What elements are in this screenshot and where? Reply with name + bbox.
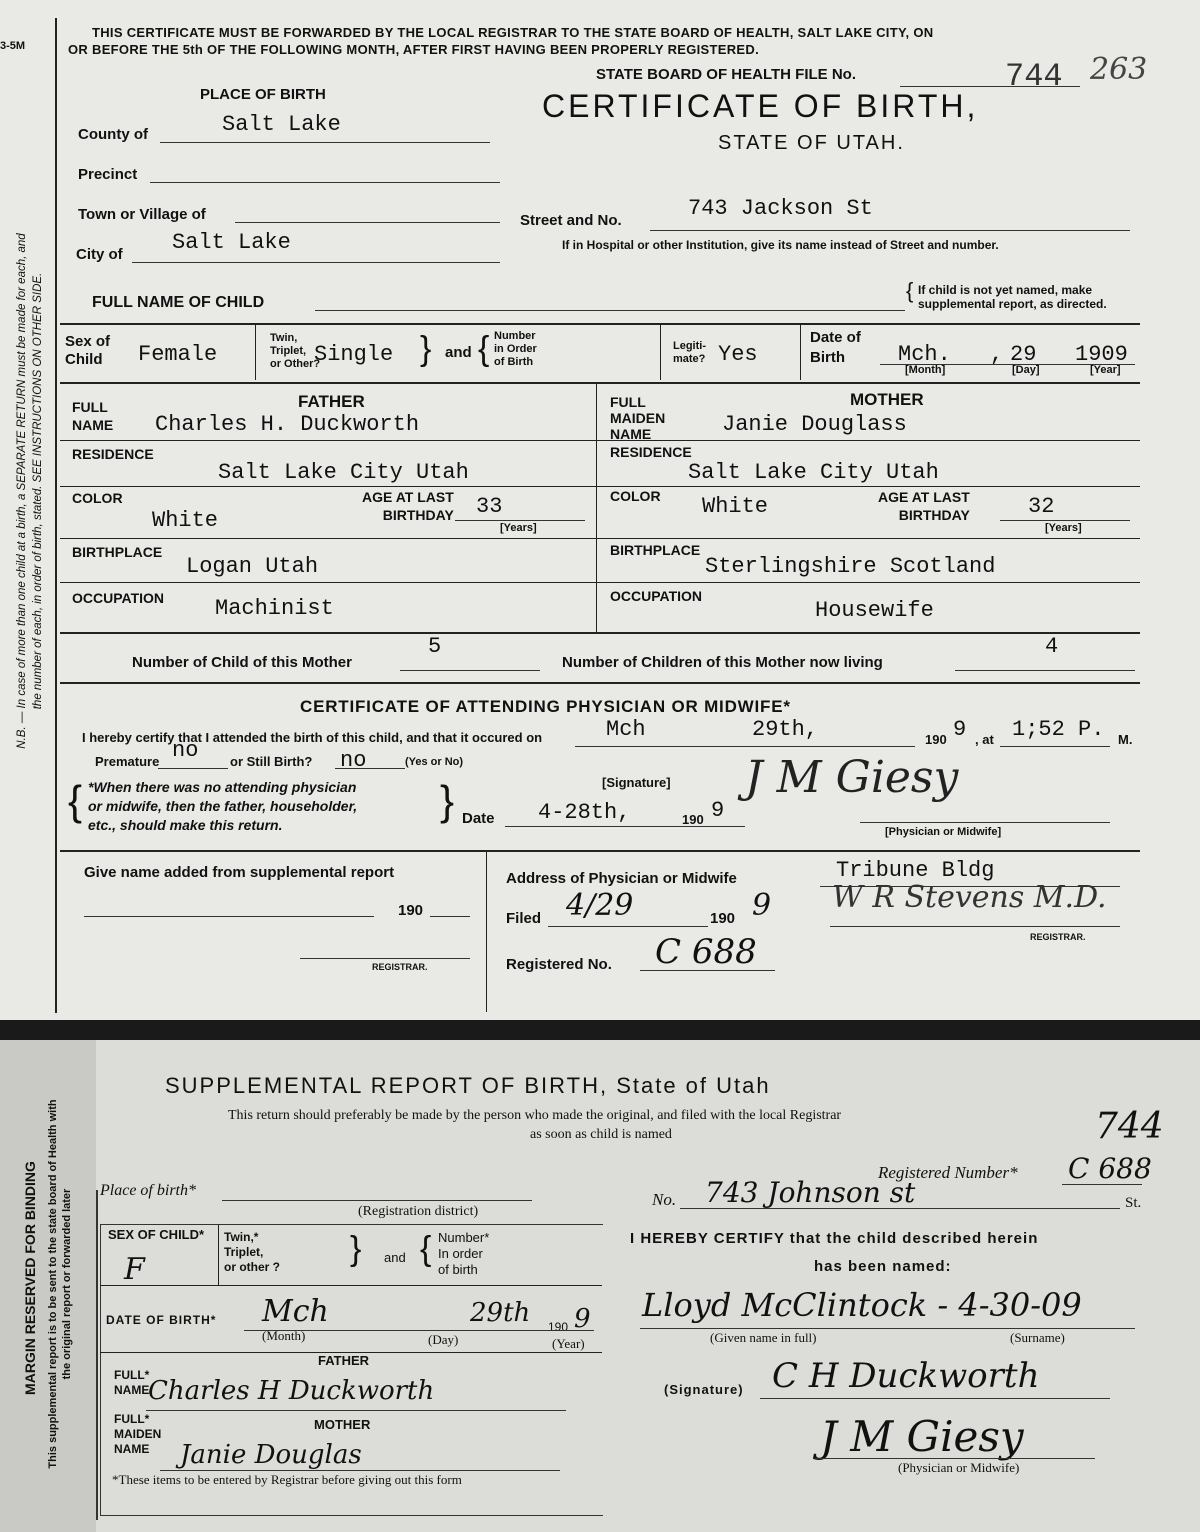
- place-line: [222, 1200, 532, 1201]
- certificate-subtitle: STATE OF UTAH.: [718, 132, 905, 154]
- dob-month: Mch: [262, 1294, 329, 1329]
- reg-number-line: [1062, 1184, 1142, 1185]
- given-name-line: [640, 1328, 1135, 1329]
- margin-note-line: the original report or forwarded later: [61, 1188, 73, 1380]
- number-label-line: Number*: [438, 1230, 490, 1245]
- registrar-label: REGISTRAR.: [372, 962, 428, 972]
- divider: [60, 486, 1140, 487]
- divider: [255, 325, 256, 380]
- address-label: Address of Physician or Midwife: [506, 870, 737, 887]
- father-color: White: [152, 508, 219, 533]
- month-label: [Month]: [905, 364, 946, 376]
- father-name-label-line: FULL*: [114, 1368, 150, 1382]
- premature-label: Premature: [95, 754, 160, 769]
- mother-residence-label: RESIDENCE: [610, 444, 692, 460]
- filed-value: 4/29: [566, 888, 634, 923]
- supplemental-note-2: as soon as child is named: [530, 1127, 672, 1142]
- number-label: [438, 1230, 489, 1278]
- father-occupation-label: OCCUPATION: [72, 590, 165, 606]
- brace-icon: {: [906, 278, 914, 303]
- yes-no-label: (Yes or No): [405, 756, 464, 768]
- father-residence-label: RESIDENCE: [72, 446, 154, 462]
- birth-year: 1909: [1075, 342, 1128, 367]
- divider: [60, 632, 1140, 634]
- divider: [60, 850, 1140, 852]
- legit-label: [673, 340, 706, 366]
- mother-name-label-line: FULL*: [114, 1412, 150, 1426]
- physician-label: [Physician or Midwife]: [885, 826, 1002, 838]
- divider: [60, 538, 1140, 539]
- dob-day: 29th: [470, 1298, 531, 1328]
- twin-value: Single: [314, 342, 394, 367]
- sex-label-line: Child: [65, 351, 103, 368]
- num-child: 5: [428, 634, 442, 659]
- supplemental-file-no: 744: [1095, 1106, 1164, 1147]
- mother-occupation-label: OCCUPATION: [610, 588, 703, 604]
- brace-icon: }: [440, 777, 455, 824]
- mother-heading: MOTHER: [314, 1417, 371, 1432]
- twin-label-line: Triplet,: [224, 1245, 264, 1259]
- hospital-note: If in Hospital or other Institution, give its name instead of Street and number.: [562, 238, 999, 252]
- mother-name-label-line: NAME: [610, 426, 652, 442]
- mother-name: Janie Douglas: [180, 1440, 362, 1470]
- year-190-label: 190: [398, 902, 424, 919]
- certificate-title: CERTIFICATE OF BIRTH,: [542, 88, 979, 124]
- midwife-note-line: etc., should make this return.: [88, 817, 283, 833]
- dob-label: DATE OF BIRTH*: [106, 1313, 217, 1327]
- age-line: [455, 520, 585, 521]
- left-border: [55, 18, 57, 1013]
- age-label-line: AGE AT LAST: [362, 489, 454, 505]
- mother-color-label: COLOR: [610, 488, 661, 504]
- town-label: Town or Village of: [78, 206, 206, 223]
- day-label: (Day): [428, 1332, 459, 1347]
- dob-year: 9: [574, 1304, 591, 1334]
- side-note: [14, 41, 46, 941]
- father-name: Charles H Duckworth: [148, 1376, 435, 1406]
- date-line: [505, 826, 745, 827]
- margin-note-line: This supplemental report is to be sent to the state board of Health with: [47, 1099, 59, 1469]
- certify-line-2: has been named:: [814, 1258, 952, 1275]
- still-birth-label: or Still Birth?: [230, 754, 313, 769]
- mother-birthplace-label: BIRTHPLACE: [610, 542, 701, 558]
- not-named-line: If child is not yet named, make: [918, 283, 1093, 297]
- cert-day: 29th,: [752, 717, 819, 742]
- mother-occupation: Housewife: [815, 598, 934, 623]
- form-code: 3-5M: [0, 40, 26, 52]
- premature-line: [158, 768, 228, 769]
- given-name-label: (Given name in full): [710, 1330, 817, 1345]
- sex-label: SEX OF CHILD*: [108, 1227, 205, 1242]
- twin-label-line: Twin,: [270, 332, 298, 344]
- cert-time-line: [1000, 746, 1110, 747]
- address-value: Tribune Bldg: [836, 858, 995, 883]
- divider: [596, 384, 597, 632]
- divider: [60, 582, 1140, 583]
- surname-label: (Surname): [1010, 1330, 1065, 1345]
- margin-border: [96, 1190, 98, 1520]
- father-name-label: [114, 1368, 149, 1398]
- given-name: Lloyd McClintock - 4-30-09: [642, 1286, 1082, 1324]
- cert-date: 4-28th,: [538, 800, 631, 825]
- number-label-line: of birth: [438, 1262, 478, 1277]
- sex-label-line: Sex of: [65, 333, 111, 350]
- certify-text: I hereby certify that I attended the birth of this child, and that it occured on: [82, 730, 543, 745]
- twin-label: [270, 332, 320, 371]
- year-label: [Year]: [1090, 364, 1121, 376]
- mother-name-label-line: MAIDEN: [610, 410, 666, 426]
- address-line: [680, 1208, 1120, 1209]
- father-name-label: [72, 398, 113, 434]
- age-label-line: AGE AT LAST: [878, 489, 970, 505]
- num-child-line: [400, 670, 540, 671]
- legit-label-line: Legiti-: [673, 340, 706, 352]
- age-label-line: BIRTHDAY: [898, 507, 970, 523]
- notice-line-2: OR BEFORE THE 5th OF THE FOLLOWING MONTH, AFTER FIRST HAVING BEEN PROPERLY REGISTERED.: [68, 42, 759, 57]
- father-name-label-line: NAME: [72, 417, 114, 433]
- side-note-line: N.B. — In case of more than one child at a birth, a SEPARATE RETURN must be made for each, and: [16, 233, 28, 749]
- and-label: and: [445, 344, 472, 361]
- precinct-label: Precinct: [78, 166, 138, 183]
- street-label: Street and No.: [520, 212, 622, 229]
- footnote: *These items to be entered by Registrar before giving out this form: [112, 1472, 462, 1487]
- and-label: and: [384, 1250, 406, 1265]
- cert-date-line: [575, 746, 915, 747]
- birth-month: Mch.: [898, 342, 951, 367]
- mother-age-label: [878, 488, 970, 524]
- margin-text: MARGIN RESERVED FOR BINDING: [22, 1161, 38, 1395]
- num-living-line: [955, 670, 1135, 671]
- parent-signature: C H Duckworth: [772, 1356, 1040, 1396]
- divider: [60, 440, 1140, 441]
- county-line: [160, 142, 490, 143]
- filed-year: 9: [752, 888, 772, 923]
- reg-no-label: Registered No.: [506, 956, 612, 973]
- father-age-label: [362, 488, 454, 524]
- brace-icon: {: [420, 1230, 432, 1268]
- signature-line: [860, 822, 1110, 823]
- mother-name: Janie Douglass: [722, 412, 907, 437]
- divider: [660, 325, 661, 380]
- sex-label: [65, 333, 110, 369]
- num-living: 4: [1045, 634, 1059, 659]
- st-label: St.: [1125, 1195, 1142, 1211]
- mother-name-line: [160, 1470, 560, 1471]
- margin-note: [46, 1074, 74, 1494]
- brace-icon: }: [420, 330, 432, 368]
- year-line: [430, 916, 470, 917]
- father-name-label-line: FULL: [72, 399, 108, 415]
- reg-number-value: C 688: [1068, 1152, 1152, 1185]
- father-name-label-line: NAME: [114, 1383, 150, 1397]
- full-name-line: [315, 310, 905, 311]
- registrar-signature: W R Stevens M.D.: [832, 880, 1107, 915]
- birth-sep: ,: [990, 342, 1004, 367]
- twin-label-line: Triplet,: [270, 345, 307, 357]
- sex-value: F: [124, 1252, 145, 1287]
- divider: [218, 1225, 219, 1285]
- reg-district-label: (Registration district): [358, 1204, 479, 1219]
- city-value: Salt Lake: [172, 230, 291, 255]
- mother-name-label: [610, 394, 665, 442]
- filed-year-pre: 190: [710, 910, 736, 927]
- give-name-label: Give name added from supplemental report: [84, 864, 395, 881]
- mother-age: 32: [1028, 494, 1055, 519]
- mother-residence: Salt Lake City Utah: [688, 460, 939, 485]
- month-label: (Month): [262, 1328, 306, 1343]
- give-name-line: [84, 916, 374, 917]
- father-color-label: COLOR: [72, 490, 123, 506]
- twin-label-line: or Other?: [270, 358, 321, 370]
- file-no-label: STATE BOARD OF HEALTH FILE No.: [596, 66, 856, 83]
- signature-label: [Signature]: [602, 775, 671, 790]
- county-value: Salt Lake: [222, 112, 341, 137]
- place-label: Place of birth*: [100, 1182, 196, 1199]
- full-name-label: FULL NAME OF CHILD: [92, 294, 265, 311]
- place-of-birth-heading: PLACE OF BIRTH: [200, 86, 326, 103]
- reg-no-value: C 688: [655, 932, 757, 972]
- still-birth-value: no: [340, 748, 367, 773]
- cert-year: 9: [953, 717, 967, 742]
- cert-date-year: 9: [711, 798, 725, 823]
- number-label-line: Number: [494, 330, 536, 342]
- registrar-label-2: REGISTRAR.: [1030, 932, 1086, 942]
- filed-line: [548, 926, 708, 927]
- number-label-line: of Birth: [494, 356, 534, 368]
- city-label: City of: [76, 246, 123, 263]
- signature-line: [760, 1398, 1110, 1399]
- reg-number-label: Registered Number*: [878, 1163, 1018, 1182]
- dob-year-pre: 190: [548, 1320, 569, 1334]
- no-label: No.: [652, 1190, 677, 1209]
- file-no: 744: [1005, 58, 1063, 95]
- address-value: 743 Johnson st: [705, 1176, 916, 1209]
- year-label: (Year): [552, 1336, 585, 1351]
- midwife-note-line: or midwife, then the father, householder,: [88, 798, 358, 814]
- father-age: 33: [476, 494, 503, 519]
- physician-signature: J M Giesy: [820, 1412, 1024, 1461]
- date-label: Date: [462, 810, 495, 827]
- number-label-line: In order: [438, 1246, 483, 1261]
- midwife-note-line: *When there was no attending physician: [88, 779, 357, 795]
- age-line: [1000, 520, 1130, 521]
- divider: [486, 852, 487, 1012]
- father-name-line: [146, 1410, 566, 1411]
- supplemental-title: SUPPLEMENTAL REPORT OF BIRTH, State of Utah: [165, 1073, 771, 1098]
- date-of-birth-label: [810, 328, 861, 368]
- number-label: [494, 330, 537, 369]
- physician-line: [815, 1458, 1095, 1459]
- supplemental-note-1: This return should preferably be made by the person who made the original, and filed with the local Registrar: [228, 1108, 842, 1123]
- premature-value: no: [172, 738, 199, 763]
- town-line: [235, 222, 500, 223]
- signature-label: (Signature): [664, 1382, 744, 1397]
- not-named-note: [918, 283, 1107, 311]
- num-living-label: Number of Children of this Mother now living: [562, 654, 883, 671]
- notice-line-1: THIS CERTIFICATE MUST BE FORWARDED BY THE LOCAL REGISTRAR TO THE STATE BOARD OF HEALTH, SALT LAKE CITY, ON: [92, 25, 934, 40]
- at-label: , at: [975, 732, 994, 747]
- precinct-line: [150, 182, 500, 183]
- filed-label: Filed: [506, 910, 542, 927]
- num-child-label: Number of Child of this Mother: [132, 654, 352, 671]
- physician-cert-heading: CERTIFICATE OF ATTENDING PHYSICIAN OR MIDWIFE*: [300, 697, 791, 716]
- number-label-line: in Order: [494, 343, 537, 355]
- twin-label-line: or other ?: [224, 1260, 280, 1274]
- legit-value: Yes: [718, 342, 758, 367]
- age-label-line: BIRTHDAY: [382, 507, 454, 523]
- mother-name-label-line: MAIDEN: [114, 1427, 162, 1441]
- divider: [60, 382, 1140, 384]
- sex-value: Female: [138, 342, 218, 367]
- mother-name-label: [114, 1412, 161, 1457]
- mother-heading: MOTHER: [850, 390, 924, 409]
- file-no-hand: 263: [1090, 52, 1148, 87]
- divider: [100, 1285, 602, 1286]
- father-residence: Salt Lake City Utah: [218, 460, 469, 485]
- date-label-line: Birth: [810, 349, 845, 366]
- brace-icon: {: [68, 777, 83, 824]
- divider: [60, 682, 1140, 684]
- mother-name-label-line: NAME: [114, 1442, 150, 1456]
- twin-label: [224, 1230, 280, 1275]
- father-birthplace: Logan Utah: [186, 554, 319, 579]
- years-label: [Years]: [1045, 522, 1082, 534]
- twin-label-line: Twin,*: [224, 1230, 259, 1244]
- day-label: [Day]: [1012, 364, 1040, 376]
- father-heading: FATHER: [298, 392, 365, 411]
- legit-label-line: mate?: [673, 353, 706, 365]
- street-line: [650, 230, 1130, 231]
- county-label: County of: [78, 126, 148, 143]
- registrar-line: [300, 958, 470, 959]
- midwife-note: [88, 778, 357, 835]
- side-note-line: the number of each, in order of birth, stated. SEE INSTRUCTIONS ON OTHER SIDE.: [32, 272, 44, 710]
- divider: [800, 325, 801, 380]
- brace-icon: {: [478, 330, 490, 368]
- mother-name-label-line: FULL: [610, 394, 646, 410]
- date-label-line: Date of: [810, 329, 861, 346]
- cert-month: Mch: [606, 717, 646, 742]
- brace-icon: }: [350, 1230, 362, 1268]
- supplemental-report: [0, 1040, 1200, 1532]
- birth-day: 29: [1010, 342, 1037, 367]
- mother-color: White: [702, 494, 769, 519]
- mother-birthplace: Sterlingshire Scotland: [705, 554, 996, 579]
- cert-year-pre: 190: [925, 732, 947, 747]
- physician-signature: J M Giesy: [745, 752, 959, 803]
- file-no-line: [900, 86, 1080, 87]
- m-label: M.: [1118, 732, 1133, 747]
- cert-time: 1;52 P.: [1012, 717, 1105, 742]
- city-line: [132, 262, 500, 263]
- divider: [60, 323, 1140, 325]
- not-named-line: supplemental report, as directed.: [918, 297, 1107, 311]
- years-label: [Years]: [500, 522, 537, 534]
- certify-line-1: I HEREBY CERTIFY that the child described herein: [630, 1230, 1039, 1247]
- cert-date-year-pre: 190: [682, 812, 704, 827]
- father-birthplace-label: BIRTHPLACE: [72, 544, 163, 560]
- father-name: Charles H. Duckworth: [155, 412, 420, 437]
- father-occupation: Machinist: [215, 596, 334, 621]
- physician-label: (Physician or Midwife): [898, 1460, 1020, 1475]
- registrar-sig-line: [830, 926, 1120, 927]
- street-value: 743 Jackson St: [688, 196, 873, 221]
- father-heading: FATHER: [318, 1353, 370, 1368]
